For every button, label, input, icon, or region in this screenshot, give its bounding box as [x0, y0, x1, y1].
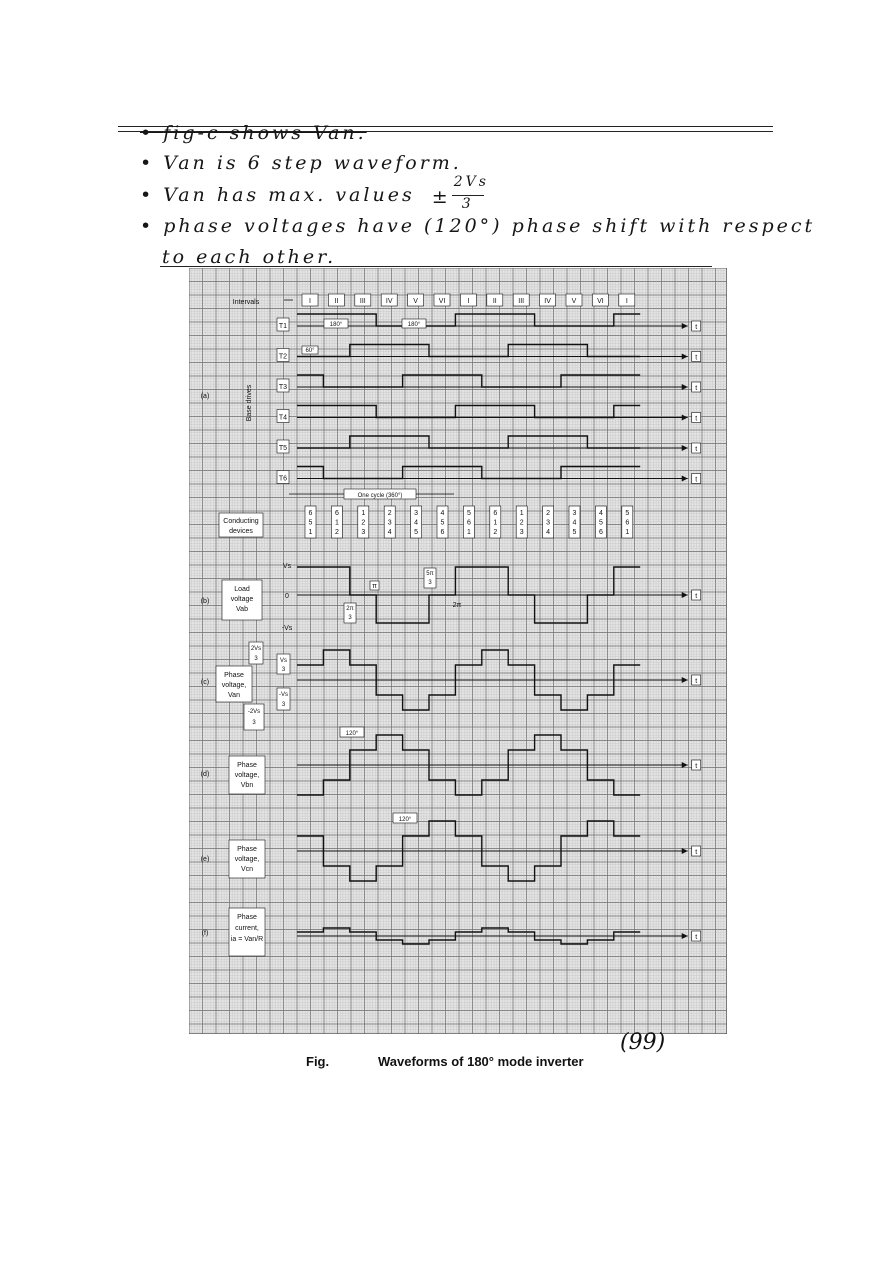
load-voltage-label: voltage: [230, 596, 254, 603]
conducting-device-number: 3: [546, 519, 551, 527]
conducting-device-number: 2: [493, 529, 498, 536]
conducting-device-number: 4: [440, 510, 445, 517]
label-box: [244, 704, 264, 730]
phase-voltage-c-label: voltage,: [234, 856, 260, 863]
conducting-device-number: 6: [334, 510, 339, 517]
conducting-device-number: 4: [598, 510, 603, 517]
conducting-device-number: 6: [466, 519, 471, 527]
conducting-device-number: 4: [572, 519, 577, 527]
phase-voltage-c-label: Phase: [237, 846, 257, 853]
switch-label: T4: [278, 414, 288, 422]
conducting-device-number: 5: [598, 519, 603, 527]
conducting-device-number: 5: [572, 529, 577, 536]
conducting-device-number: 5: [414, 529, 419, 536]
conducting-device-number: 6: [440, 529, 445, 536]
conducting-device-number: 5: [466, 510, 471, 517]
interval-label: II: [334, 298, 339, 305]
angle-180-label: 180°: [329, 322, 343, 328]
conducting-device-number: 5: [308, 519, 313, 527]
t-label: t: [695, 354, 698, 362]
conducting-device-number: 2: [387, 510, 392, 517]
waveform-figure: [189, 268, 727, 1034]
conducting-device-number: 1: [493, 519, 498, 527]
two-vs-over-3: 2Vs: [250, 646, 262, 652]
conducting-device-number: 1: [625, 529, 630, 536]
switch-label: T6: [278, 475, 288, 483]
switch-label: T1: [278, 323, 288, 330]
interval-label: VI: [438, 298, 446, 305]
two-vs-over-3: 3: [254, 656, 258, 662]
two-pi-over-3: 2π: [346, 606, 354, 612]
interval-label: IV: [385, 298, 393, 305]
two-pi-over-3: 3: [348, 615, 352, 621]
two-pi-label: 2π: [452, 602, 462, 609]
zero-label: 0: [285, 593, 289, 600]
vs-positive-label: Vs: [282, 563, 292, 570]
interval-label: IV: [544, 298, 551, 305]
phase-voltage-c-label: Vcn: [240, 866, 254, 873]
t-label: t: [695, 849, 698, 856]
conducting-device-number: 3: [414, 510, 419, 517]
conducting-device-number: 4: [387, 529, 392, 536]
base-drives-label: Base drives: [246, 384, 253, 422]
section-label-a: (a): [200, 393, 210, 400]
interval-label: I: [625, 298, 628, 305]
t-label: t: [695, 446, 698, 453]
vs-over-3: 3: [281, 667, 286, 673]
one-cycle-label: One cycle (360°): [357, 493, 403, 499]
neg-two-vs-over-3: 3: [252, 720, 256, 726]
vs-over-3: Vs: [279, 658, 288, 664]
conducting-device-number: 3: [519, 529, 524, 536]
phase-voltage-b-label: Vbn: [240, 782, 254, 789]
pi-label: π: [372, 583, 377, 590]
interval-label: VI: [597, 298, 604, 305]
conducting-device-number: 2: [361, 519, 366, 527]
conducting-device-number: 5: [625, 510, 630, 517]
t-label: t: [695, 678, 698, 685]
conducting-device-number: 3: [361, 529, 366, 536]
note-line-1: • fig-c shows Van.: [140, 122, 367, 144]
phase-current-label: current,: [235, 925, 259, 932]
note-line-5: to each other.: [162, 246, 337, 268]
page-number: (99): [620, 1030, 666, 1055]
conducting-device-number: 3: [387, 519, 392, 527]
angle-60-label: 60°: [305, 348, 315, 354]
t-label: t: [695, 763, 698, 770]
phase-voltage-a-label: Phase: [224, 672, 244, 679]
interval-label: III: [359, 298, 366, 305]
t-label: t: [695, 593, 698, 600]
vs-negative-label: -Vs: [281, 625, 293, 632]
conducting-device-number: 5: [440, 519, 445, 527]
five-pi-over-3: 3: [428, 580, 432, 586]
interval-label: V: [413, 298, 418, 305]
conducting-device-number: 1: [334, 519, 339, 527]
caption-title: Waveforms of 180° mode inverter: [378, 1054, 584, 1069]
conducting-device-number: 6: [308, 510, 313, 517]
t-label: t: [695, 385, 698, 392]
conducting-label: Conducting: [223, 518, 259, 525]
t-label: t: [695, 415, 698, 423]
conducting-device-number: 3: [572, 510, 577, 517]
t-label: t: [695, 934, 698, 941]
conducting-device-number: 6: [493, 510, 498, 517]
switch-label: T5: [278, 445, 288, 452]
note-line-3: • Van has max. values ± 2Vs 3: [140, 174, 489, 212]
conducting-device-number: 2: [546, 510, 551, 517]
section-label-c: (c): [200, 679, 210, 686]
angle-180-label: 180°: [407, 322, 421, 328]
intervals-label: Intervals: [232, 299, 260, 306]
section-label-d: (d): [200, 771, 210, 778]
conducting-device-number: 1: [361, 510, 366, 517]
section-label-e: (e): [200, 856, 210, 863]
five-pi-over-3: 5π: [426, 571, 434, 577]
section-label-b: (b): [200, 598, 210, 605]
conducting-device-number: 6: [625, 519, 630, 527]
switch-label: T3: [278, 384, 288, 391]
conducting-label: devices: [229, 528, 253, 535]
interval-label: V: [571, 298, 577, 305]
conducting-device-number: 2: [519, 519, 524, 527]
neg-two-vs-over-3: -2Vs: [247, 709, 261, 715]
section-label-f: (f): [201, 930, 209, 937]
switch-label: T2: [278, 353, 288, 361]
interval-label: III: [518, 298, 525, 305]
conducting-device-number: 1: [308, 529, 313, 536]
interval-label: I: [467, 298, 470, 305]
phase-voltage-a-label: Van: [228, 692, 240, 699]
phase-voltage-b-label: voltage,: [234, 772, 260, 779]
note-line-2: • Van is 6 step waveform.: [140, 152, 462, 174]
note-line-4: • phase voltages have (120°) phase shift with respect: [140, 215, 816, 237]
interval-label: I: [309, 298, 311, 305]
t-label: t: [695, 324, 698, 331]
phase-voltage-a-label: voltage,: [221, 682, 247, 689]
phase-voltage-b-label: Phase: [237, 762, 257, 769]
conducting-device-number: 2: [334, 529, 339, 536]
load-voltage-label: Vab: [236, 606, 248, 613]
angle-120-label: 120°: [398, 817, 412, 823]
phase-current-label: ia = Van/R: [230, 936, 264, 943]
conducting-device-number: 1: [519, 510, 524, 517]
conducting-device-number: 6: [598, 529, 603, 536]
angle-120-label: 120°: [345, 731, 359, 737]
interval-label: II: [492, 298, 497, 305]
conducting-device-number: 1: [466, 529, 471, 536]
conducting-device-number: 4: [546, 529, 551, 536]
load-voltage-label: Load: [234, 586, 250, 593]
conducting-device-number: 4: [414, 519, 419, 527]
caption-fig: Fig.: [306, 1054, 330, 1069]
phase-current-label: Phase: [237, 914, 257, 921]
neg-vs-over-3: 3: [281, 702, 286, 708]
t-label: t: [695, 476, 698, 484]
neg-vs-over-3: -Vs: [279, 692, 288, 698]
